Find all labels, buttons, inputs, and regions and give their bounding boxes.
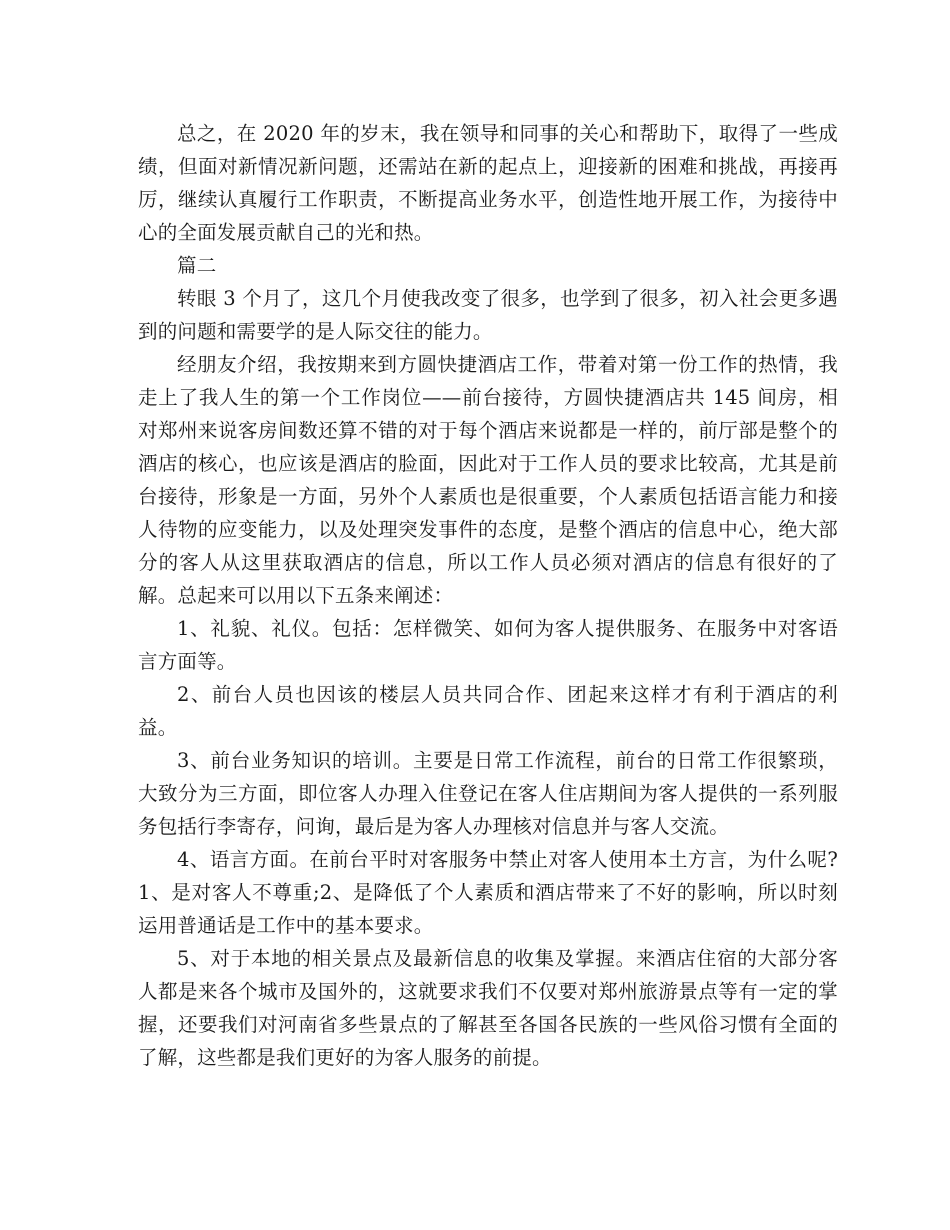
list-item-1: 1、礼貌、礼仪。包括：怎样微笑、如何为客人提供服务、在服务中对客语言方面等。 [138,617,838,673]
paragraph-hotel: 经朋友介绍，我按期来到方圆快捷酒店工作，带着对第一份工作的热情，我走上了我人生的第一个工作岗位——前台接待，方圆快捷酒店共 145 间房，相对郑州来说客房间数还算不错的对于每个酒店来说都是一样的，前厅部是整个的酒店的核心，也应该是酒店的脸面，因此对于工作人员的要求比较高，尤其是前台接待，形象是一方面，另外个人素质也是很重要，个人素质包括语言能力和接人待物的应变能力，以及处理突发事件的态度，是整个酒店的信息中心，绝大部分的客人从这里获取酒店的信息，所以工作人员必须对酒店的信息有很好的了解。总起来可以用以下五条来阐述： [138,353,838,607]
paragraph-summary: 总之，在 2020 年的岁末，我在领导和同事的关心和帮助下，取得了一些成绩，但面对新情况新问题，还需站在新的起点上，迎接新的困难和挑战，再接再厉，继续认真履行工作职责，不断提高业务水平，创造性地开展工作，为接待中心的全面发展贡献自己的光和热。 [138,122,838,244]
section-heading: 篇二 [177,254,217,277]
list-item-2: 2、前台人员也因该的楼层人员共同合作、团起来这样才有利于酒店的利益。 [138,683,838,739]
list-item-3: 3、前台业务知识的培训。主要是日常工作流程，前台的日常工作很繁琐，大致分为三方面，即位客人办理入住登记在客人住店期间为客人提供的一系列服务包括行李寄存，问询，最后是为客人办理核对信息并与客人交流。 [138,749,838,838]
list-item-5: 5、对于本地的相关景点及最新信息的收集及掌握。来酒店住宿的大部分客人都是来各个城市及国外的，这就要求我们不仅要对郑州旅游景点等有一定的掌握，还要我们对河南省多些景点的了解甚至各国各民族的一些风俗习惯有全面的了解，这些都是我们更好的为客人服务的前提。 [138,947,838,1069]
paragraph-intro: 转眼 3 个月了，这几个月使我改变了很多，也学到了很多，初入社会更多遇到的问题和需要学的是人际交往的能力。 [138,287,838,343]
document-body [138,117,838,1074]
list-item-4: 4、语言方面。在前台平时对客服务中禁止对客人使用本土方言，为什么呢?1、是对客人不尊重;2、是降低了个人素质和酒店带来了不好的影响，所以时刻运用普通话是工作中的基本要求。 [138,848,838,937]
